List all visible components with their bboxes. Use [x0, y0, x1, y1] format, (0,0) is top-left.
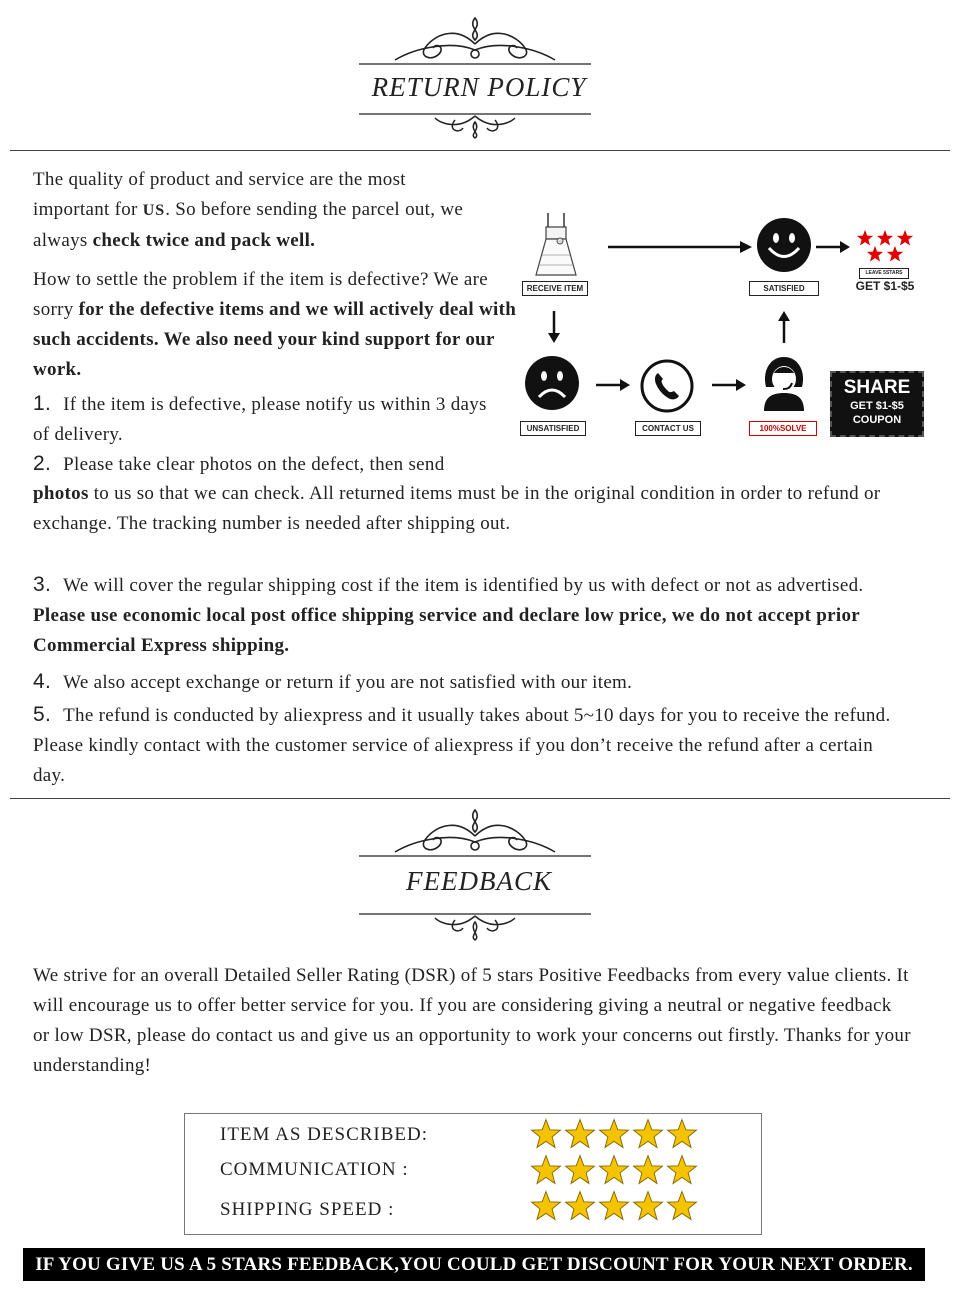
discount-banner: IF YOU GIVE US A 5 STARS FEEDBACK,YOU COULD GET DISCOUNT FOR YOUR NEXT ORDER. — [23, 1248, 925, 1281]
rating-label-item: ITEM AS DESCRIBED: — [220, 1124, 429, 1145]
list-text-5: The refund is conducted by aliexpress and it usually takes about 5~10 days for you to receive the refund. Please kindly contact with the customer service of aliexpress if you don’t receive the refund after a certain day. — [33, 705, 891, 786]
gold-star-icon — [564, 1190, 596, 1222]
list-num-3: 3. — [33, 573, 52, 596]
rating-label-shipping: SHIPPING SPEED : — [220, 1199, 395, 1220]
gold-star-icon — [666, 1154, 698, 1186]
list-text-3-bold: Please use economic local post office shipping service and declare low price, we do not accept prior Commercial Express shipping. — [33, 605, 860, 656]
red-star-icon — [866, 245, 884, 263]
gold-star-icon — [666, 1190, 698, 1222]
ornament-bottom-icon — [355, 900, 595, 944]
arrow-down-icon — [546, 309, 562, 345]
gold-star-icon — [632, 1154, 664, 1186]
feedback-title: FEEDBACK — [406, 866, 552, 896]
receive-item-label: RECEIVE ITEM — [522, 281, 588, 296]
gold-star-icon — [632, 1190, 664, 1222]
contact-us-label: CONTACT US — [635, 421, 701, 436]
list-num-1: 1. — [33, 392, 52, 415]
ornament-bottom-icon — [355, 104, 595, 140]
sad-face-icon — [524, 355, 580, 411]
gold-star-icon — [598, 1154, 630, 1186]
gold-star-icon — [530, 1190, 562, 1222]
list-num-5: 5. — [33, 703, 52, 726]
intro-paragraph-1 — [33, 165, 473, 256]
gold-star-icon — [530, 1118, 562, 1150]
intro2-bold: for the defective items and we will actively deal with such accidents. We also need your kind support for our work. — [33, 299, 517, 380]
arrow-right-icon — [606, 239, 756, 255]
gold-star-icon — [564, 1118, 596, 1150]
return-process-diagram — [520, 205, 930, 445]
return-policy-title: RETURN POLICY — [371, 72, 587, 102]
gold-star-icon — [598, 1190, 630, 1222]
intro-bold: check twice and pack well. — [92, 230, 316, 251]
intro2-text-a: How to settle the problem if the item is defective? We are sorry — [33, 269, 489, 320]
red-star-icon — [886, 245, 904, 263]
intro-text-b: . So before sending the parcel out, we always — [33, 199, 464, 251]
support-agent-icon — [756, 353, 812, 413]
gold-star-icon — [564, 1154, 596, 1186]
leave-stars-label: LEAVE 5STARS — [859, 268, 909, 279]
list-text-2-bold: photos — [33, 483, 89, 504]
red-stars-group — [856, 229, 916, 269]
rating-stars — [530, 1154, 698, 1186]
unsatisfied-label: UNSATISFIED — [520, 421, 586, 436]
list-item-4 — [33, 667, 913, 698]
rating-stars — [530, 1118, 698, 1150]
dress-icon — [534, 211, 578, 281]
list-item-5 — [33, 700, 893, 791]
feedback-paragraph: We strive for an overall Detailed Seller Rating (DSR) of 5 stars Positive Feedbacks from every value clients. It will encourage us to offer better service for you. If you are considering giving a neutral or negative feedback or low DSR, please do contact us and give us an opportunity to work your concerns out firstly. Thanks for your understanding! — [33, 965, 911, 1076]
share-coupon-badge — [830, 371, 924, 437]
share-title: SHARE — [843, 377, 911, 398]
gold-star-icon — [632, 1118, 664, 1150]
arrow-right-small-icon — [594, 377, 632, 393]
intro-text-a: The quality of product and service are the most important for — [33, 169, 406, 220]
intro-us: US — [142, 202, 166, 219]
list-text-2a: Please take clear photos on the defect, then send — [63, 454, 445, 475]
gold-star-icon — [530, 1154, 562, 1186]
ornament-top-icon — [355, 14, 595, 76]
list-item-2-body — [33, 479, 913, 539]
list-item-3 — [33, 570, 913, 661]
list-num-4: 4. — [33, 670, 52, 693]
share-line3: COUPON — [852, 414, 902, 426]
list-item-2-head — [33, 449, 521, 480]
rating-label-communication: COMMUNICATION : — [220, 1159, 409, 1180]
arrow-right-small-icon — [814, 239, 852, 255]
list-num-2: 2. — [33, 452, 52, 475]
get-reward-text: GET $1-$5 — [855, 279, 915, 293]
gold-star-icon — [666, 1118, 698, 1150]
list-text-1: If the item is defective, please notify us within 3 days of delivery. — [33, 394, 487, 445]
satisfied-label: SATISFIED — [749, 281, 819, 296]
divider-middle — [10, 798, 950, 799]
rating-stars — [530, 1190, 698, 1222]
list-item-1 — [33, 389, 508, 450]
list-text-2b: to us so that we can check. All returned items must be in the original condition in order to refund or exchange. The tracking number is needed after shipping out. — [33, 483, 881, 534]
list-text-3a: We will cover the regular shipping cost if the item is identified by us with defect or not as advertised. — [63, 575, 864, 596]
phone-icon — [640, 359, 694, 413]
divider-top — [10, 150, 950, 151]
smiley-icon — [756, 217, 812, 273]
arrow-right-small-icon — [710, 377, 748, 393]
gold-star-icon — [598, 1118, 630, 1150]
list-text-4: We also accept exchange or return if you are not satisfied with our item. — [63, 672, 633, 693]
ornament-top-icon — [355, 806, 595, 868]
share-line2: GET $1-$5 — [850, 400, 904, 412]
intro-paragraph-2 — [33, 265, 523, 385]
solve-label: 100%SOLVE — [749, 421, 817, 436]
arrow-up-icon — [776, 309, 792, 345]
